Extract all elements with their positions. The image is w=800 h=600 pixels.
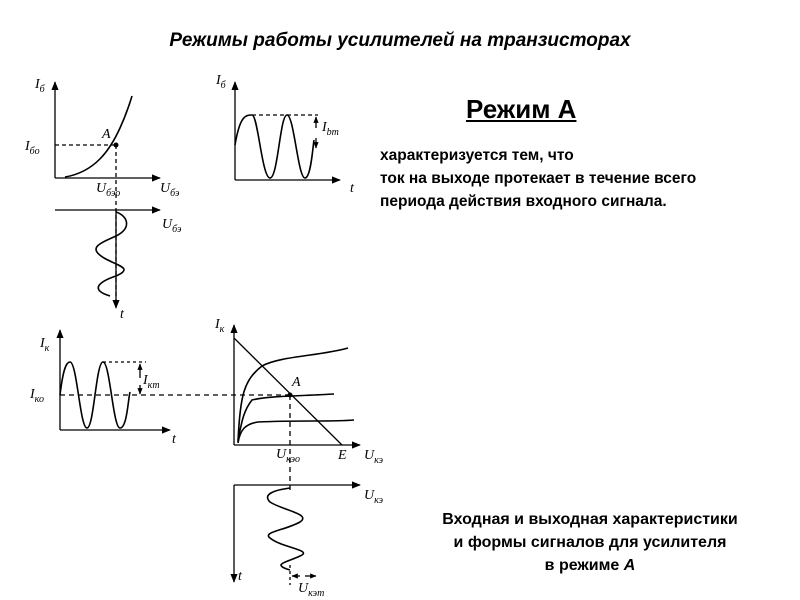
output-curve-2 (238, 348, 348, 442)
operating-point-a-2 (288, 393, 293, 398)
ik-axis-label-2: $I_к$ (215, 317, 225, 335)
ik0-label: $I_{ко}$ (30, 387, 44, 405)
ube0-label: $U_{бэо}$ (96, 181, 121, 199)
ube-axis-label: $U_{бэ}$ (160, 181, 180, 199)
page-title: Режимы работы усилителей на транзисторах (169, 30, 631, 51)
time-label-3: t (172, 432, 176, 447)
ib-axis-label-2: $I_б$ (216, 73, 226, 91)
time-label-1: t (350, 181, 354, 196)
ik-axis-label: $I_к$ (40, 336, 50, 354)
ib-axis-label: $I_б$ (35, 77, 45, 95)
uke0-label: $U_{кэо}$ (276, 447, 300, 465)
load-line (234, 338, 342, 445)
input-characteristic-curve (65, 96, 132, 177)
uke-axis-label-2: $U_{кэ}$ (364, 488, 384, 506)
time-label-4: t (238, 569, 242, 584)
ib-sine-wave (235, 115, 314, 178)
ukem-label: $U_{кэm}$ (298, 581, 325, 599)
output-curve-1 (238, 394, 334, 440)
operating-point-a (114, 143, 119, 148)
ib0-label: $I_{бо}$ (25, 139, 40, 157)
ibm-label: $I_{bm}$ (322, 120, 339, 138)
description-line: характеризуется тем, что (380, 147, 574, 164)
point-a-label: A (102, 127, 111, 142)
uke-sine-wave (268, 488, 304, 570)
mode-heading: Режим А (466, 94, 577, 124)
caption-line: Входная и выходная характеристики (442, 511, 738, 528)
caption-mode: А (623, 557, 636, 574)
e-label: E (338, 448, 347, 463)
caption-line: и формы сигналов для усилителя (453, 534, 727, 551)
ube-sine-wave (96, 212, 127, 296)
ikm-label: $I_{кm}$ (143, 373, 160, 391)
time-label-2: t (120, 307, 124, 322)
caption-text: в режиме (544, 557, 624, 574)
description-line: ток на выходе протекает в течение всего (380, 170, 697, 187)
ube-axis-label-2: $U_{бэ}$ (162, 217, 182, 235)
description-line: периода действия входного сигнала. (380, 193, 667, 210)
uke-axis-label: $U_{кэ}$ (364, 448, 384, 466)
point-a-label-2: A (292, 375, 301, 390)
